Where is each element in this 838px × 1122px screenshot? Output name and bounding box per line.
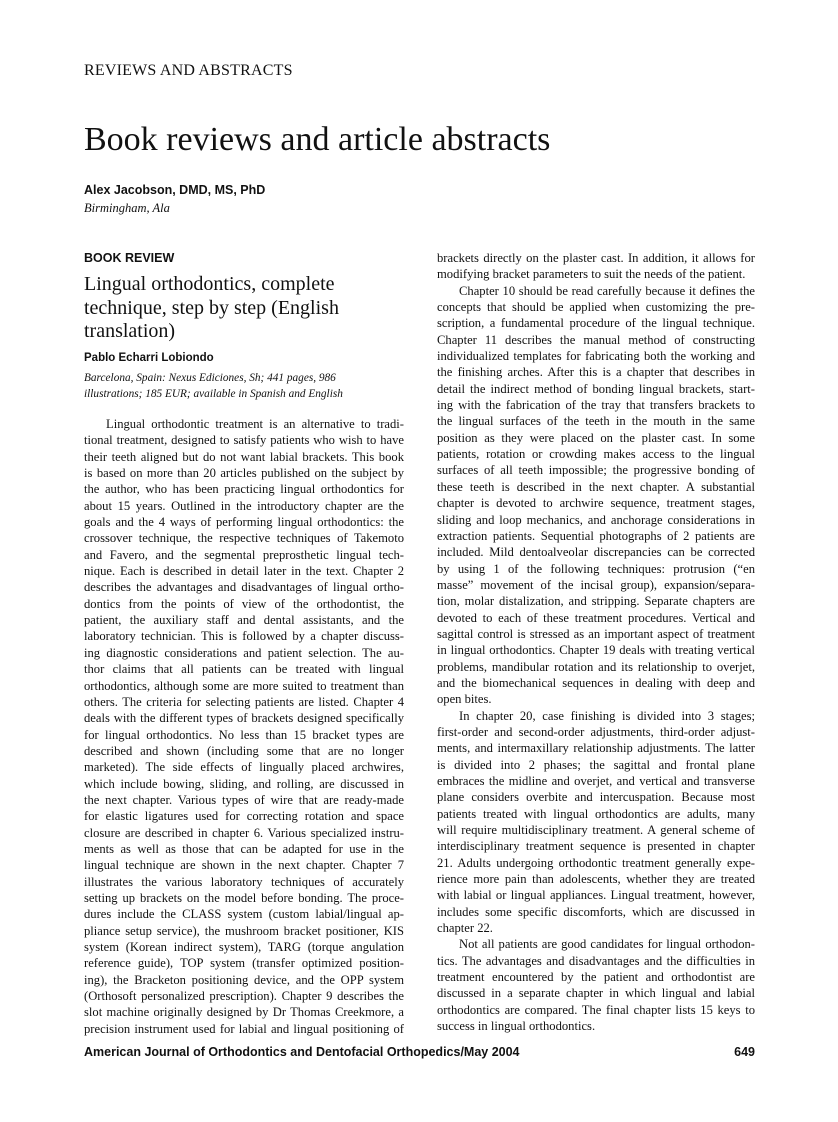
text-line: ing), the Bracketon positioning device, and the OPP system	[84, 972, 404, 987]
text-line: extraction patients. Sequential photographs of 2 patients are	[437, 528, 755, 543]
text-line: these teeth is described in the next chapter. A substantial	[437, 479, 755, 494]
paragraph	[84, 416, 404, 1037]
reviewer-affiliation: Birmingham, Ala	[84, 201, 170, 215]
text-line: and Favero, and the segmental preprosthetic lingual tech-	[84, 547, 404, 562]
text-line: chapter 22.	[437, 921, 493, 936]
text-line: treatment encountered by the patient and orthodontist are	[437, 970, 755, 985]
text-line: ing diagnostic considerations and patient selection. The au-	[84, 645, 404, 660]
left-column-body	[84, 416, 404, 1037]
text-line: the author, who has been practicing lingual orthodontics for	[84, 482, 404, 497]
text-line: pliance setup service), the mushroom bracket positioner, KIS	[84, 923, 404, 938]
text-line: rience more pain than adolescents, whether they are treated	[437, 872, 755, 887]
text-line: dures include the CLASS system (custom labial/lingual ap-	[84, 907, 404, 922]
book-title-line: technique, step by step (English	[84, 296, 339, 319]
text-line: individualized templates for fabricating both the working and	[437, 349, 755, 364]
text-line: precision instrument used for labial and lingual positioning of	[84, 1021, 404, 1036]
text-line: patient, the auxiliary staff and dental assistants, and the	[84, 613, 404, 628]
book-title-line: Lingual orthodontics, complete	[84, 273, 335, 295]
book-info-line: illustrations; 185 EUR; available in Spanish and English	[84, 388, 343, 401]
book-info-line: Barcelona, Spain: Nexus Ediciones, Sh; 441 pages, 986	[84, 372, 336, 384]
text-line: marketed). The side effects of lingually placed archwires,	[84, 760, 404, 775]
text-line: ing with the fabrication of the tray that transfers brackets to	[437, 398, 755, 413]
text-line: devoted to each of these treatment procedures. Vertical and	[437, 610, 755, 625]
text-line: describes the advantages and disadvantages of lingual ortho-	[84, 580, 404, 595]
text-line: goals and the 4 ways of performing lingual orthodontics: the	[84, 515, 404, 530]
text-line: Lingual orthodontic treatment is an alternative to tradi-	[106, 417, 404, 431]
text-line: the next chapter. Various types of wire that are ready-made	[84, 792, 404, 807]
text-line: orthodontics are compared. The final chapter lists 15 keys to	[437, 1002, 755, 1017]
text-line: scription, a fundamental procedure of the lingual technique.	[437, 316, 755, 331]
text-line: is based on more than 20 articles published on the subject by	[84, 466, 404, 481]
text-line: tional treatment, designed to satisfy patients who wish to have	[84, 433, 404, 448]
text-line: (Orthosoft personalized prescription). Chapter 9 describes the	[84, 989, 404, 1004]
text-line: orthodontics, although some are more suited to treatment than	[84, 678, 404, 693]
text-line: dontics from the points of view of the orthodontist, the	[84, 596, 404, 611]
text-line: closure are described in chapter 6. Various specialized instru-	[84, 825, 404, 840]
text-line: Not all patients are good candidates for lingual orthodon-	[459, 937, 755, 952]
paragraph	[437, 936, 755, 1034]
text-line: open bites.	[437, 692, 492, 707]
text-line: is divided into 2 phases; the sagittal and frontal plane	[437, 757, 755, 772]
text-line: for lingual orthodontics. No less than 15 bracket types are	[84, 727, 404, 742]
text-line: crossover technique, the respective techniques of Takemoto	[84, 531, 404, 546]
text-line: with labial or lingual appliances. Lingual treatment, however,	[437, 888, 755, 903]
page-footer	[84, 1045, 755, 1059]
text-line: patients, rotation or crowding makes access to the lingual	[437, 447, 755, 462]
text-line: success in lingual orthodontics.	[437, 1019, 596, 1034]
paragraph	[437, 708, 755, 937]
text-line: illustrates the various laboratory techniques of accurately	[84, 874, 404, 889]
journal-citation: American Journal of Orthodontics and Dentofacial Orthopedics/May 2004	[84, 1045, 520, 1059]
text-line: deals with the different types of brackets designed specifically	[84, 711, 404, 726]
text-line: brackets directly on the plaster cast. In addition, it allows for	[437, 251, 755, 265]
book-title	[84, 273, 404, 344]
right-column-body	[437, 250, 755, 1035]
book-title-line: translation)	[84, 320, 176, 342]
text-line: about 15 years. Outlined in the introductory chapter are the	[84, 498, 404, 513]
text-line: Chapter 11 describes the manual method of constructing	[437, 332, 755, 347]
text-line: discussed in a separate chapter in which lingual and labial	[437, 986, 755, 1001]
text-line: described and shown (including some that are no longer	[84, 743, 404, 758]
text-line: plane considers overbite and intercuspation. Because most	[437, 790, 755, 805]
text-line: which include bowing, sliding, and rolling, are discussed in	[84, 776, 404, 791]
text-line: includes some specific discomforts, which are discussed in	[437, 904, 755, 919]
text-line: reference guide), TOP system (transfer optimized position-	[84, 956, 404, 971]
text-line: by using 1 of the following techniques: protrusion (“en	[437, 561, 755, 576]
text-line: concepts that should be applied when customizing the pre-	[437, 300, 755, 315]
text-line: In chapter 20, case finishing is divided into 3 stages;	[459, 708, 755, 723]
text-line: thor claims that all patients can be treated with lingual	[84, 662, 404, 677]
text-line: the finishing arches. After this is a chapter that describes in	[437, 365, 755, 380]
paragraph	[437, 283, 755, 708]
text-line: chapter is devoted to archwire sequence, treatment stages,	[437, 496, 755, 511]
text-line: the lingual surfaces of the teeth in the mouth in the same	[437, 414, 755, 429]
book-author: Pablo Echarri Lobiondo	[84, 352, 214, 364]
page-number: 649	[734, 1045, 755, 1059]
text-line: tion, molar distalization, and stripping. Separate chapters are	[437, 594, 755, 609]
text-line: laboratory technician. This is followed by a chapter discuss-	[84, 629, 404, 644]
text-line: and the biomechanical sequences in dealing with deep and	[437, 675, 755, 690]
paragraph	[437, 250, 755, 283]
text-line: ments as well as those that can be adapted for use in the	[84, 841, 404, 856]
text-line: Chapter 10 should be read carefully because it defines the	[459, 283, 755, 298]
text-line: slot machine originally designed by Dr Thomas Creekmore, a	[84, 1005, 404, 1020]
text-line: position as they were placed on the plaster cast. In some	[437, 430, 755, 445]
text-line: 21. Adults undergoing orthodontic treatment generally expe-	[437, 855, 755, 870]
text-line: for elastic ligatures used for correcting rotation and space	[84, 809, 404, 824]
text-line: patients treated with lingual orthodontics are adults, many	[437, 806, 755, 821]
text-line: setting up brackets on the model before bonding. The proce-	[84, 890, 404, 905]
review-kicker: BOOK REVIEW	[84, 251, 175, 265]
text-line: tics. The advantages and disadvantages and the difficulties in	[437, 953, 755, 968]
text-line: their teeth aligned but do not want labial brackets. This book	[84, 449, 404, 464]
text-line: will require multidisciplinary treatment. A general scheme of	[437, 823, 755, 838]
text-line: surfaces of all teeth impossible; the progressive bonding of	[437, 463, 755, 478]
text-line: detail the indirect method of bonding lingual brackets, start-	[437, 381, 755, 396]
text-line: modifying bracket parameters to suit the needs of the patient.	[437, 267, 746, 282]
reviewer-name: Alex Jacobson, DMD, MS, PhD	[84, 183, 266, 197]
text-line: others. The criteria for selecting patients are listed. Chapter 4	[84, 694, 404, 709]
text-line: problems, mandibular rotation and its relationship to overjet,	[437, 659, 755, 674]
book-publication-info	[84, 370, 404, 403]
text-line: system (Korean indirect system), TARG (torque angulation	[84, 940, 404, 954]
text-line: sagittal control is stressed as an important aspect of treatment	[437, 626, 755, 641]
page-title: Book reviews and article abstracts	[84, 121, 551, 158]
text-line: lingual technique are shown in the next chapter. Chapter 7	[84, 858, 404, 873]
text-line: in lingual orthodontics. Chapter 19 deals with treating vertical	[437, 643, 755, 658]
text-line: included. Mild dentoalveolar discrepancies can be corrected	[437, 545, 755, 560]
section-heading: REVIEWS AND ABSTRACTS	[84, 62, 293, 79]
text-line: ments, and intermaxillary relationship adjustments. The latter	[437, 741, 755, 756]
text-line: first-order and second-order adjustments, third-order adjust-	[437, 724, 755, 739]
text-line: nique. Each is described in detail later in the text. Chapter 2	[84, 564, 404, 579]
text-line: sliding and loop mechanics, and anchorage considerations in	[437, 512, 755, 527]
text-line: interdisciplinary treatment sequence is presented in chapter	[437, 839, 755, 854]
text-line: masse” movement of the incisal group), expansion/separa-	[437, 577, 755, 592]
text-line: embraces the midline and overjet, and vertical and transverse	[437, 774, 755, 788]
